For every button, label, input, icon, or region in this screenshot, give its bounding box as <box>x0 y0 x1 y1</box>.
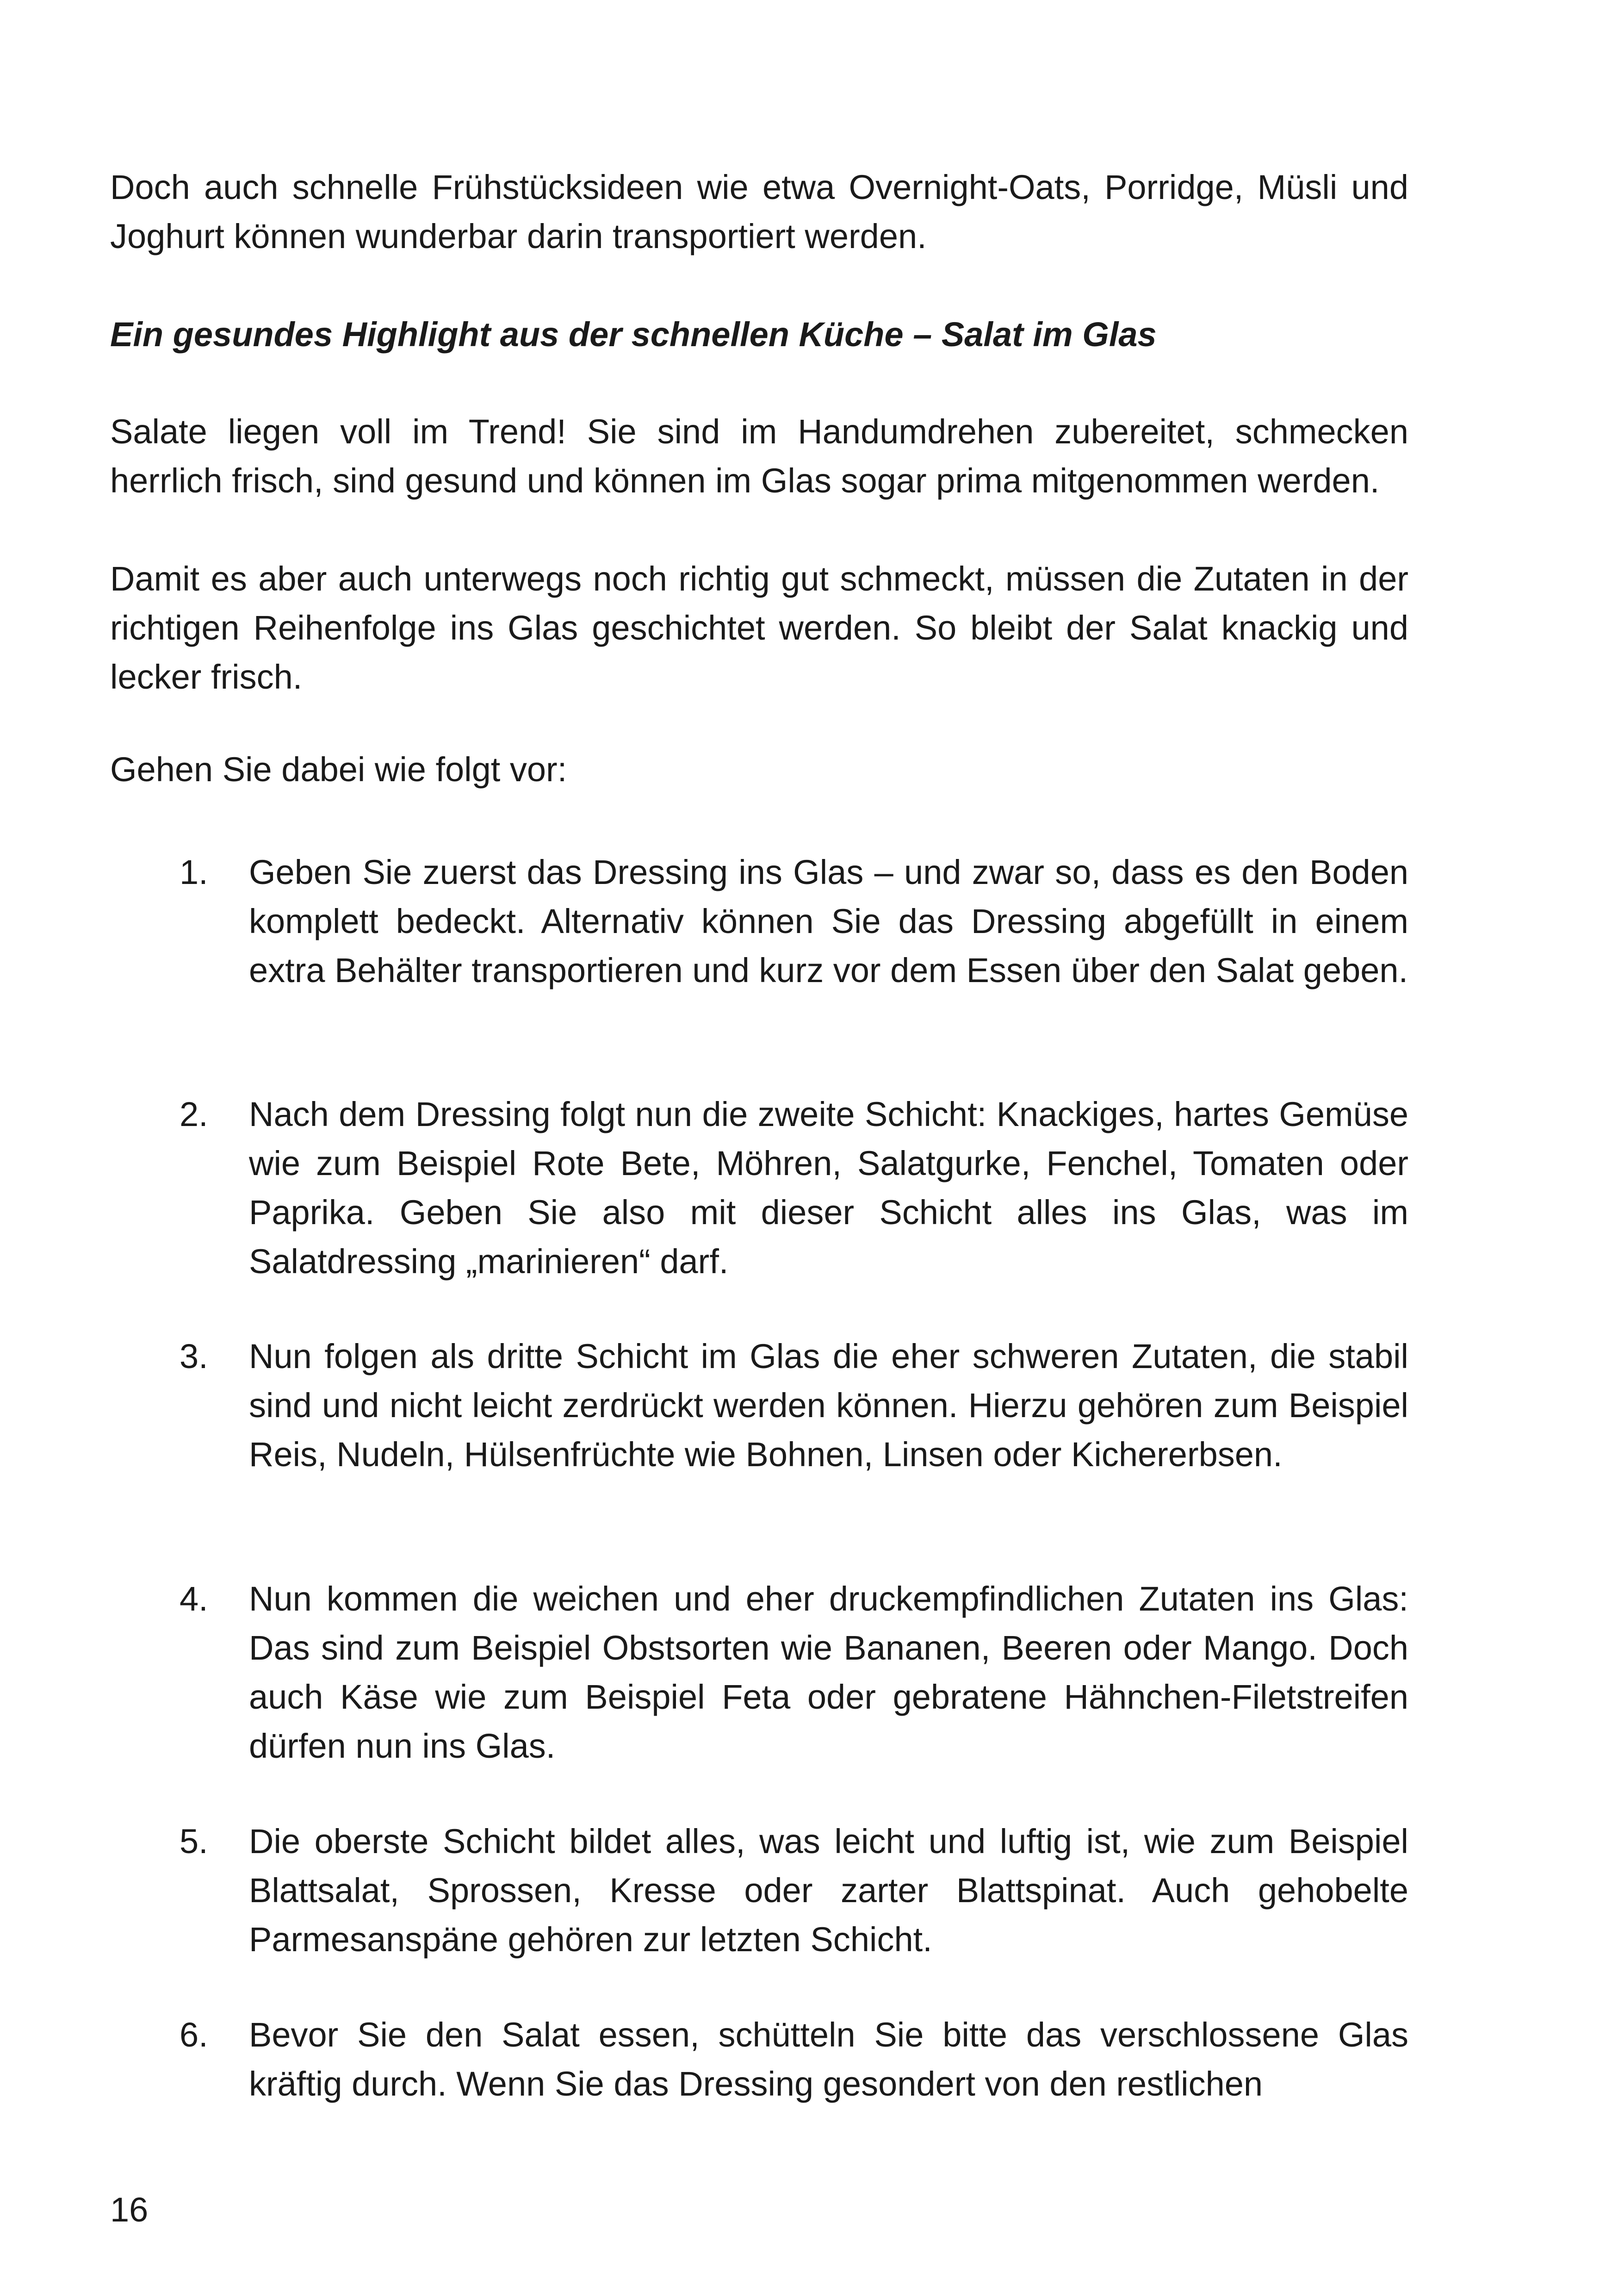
list-item <box>180 1332 1408 1479</box>
list-item-text: Nun folgen als dritte Schicht im Glas die eher schweren Zutaten, die stabil sind und nicht leicht zerdrückt werden können. Hierzu gehören zum Beispiel Reis, Nudeln, Hülsenfrüchte wie Bohnen, Linsen oder Kichererbsen. <box>249 1337 1408 1474</box>
list-item-number: 3. <box>180 1337 208 1375</box>
list-item <box>180 1574 1408 1771</box>
list-item-text: Nach dem Dressing folgt nun die zweite Schicht: Knackiges, hartes Gemüse wie zum Beispiel Rote Bete, Möhren, Salatgurke, Fenchel, Tomaten oder Paprika. Geben Sie also mit dieser Schicht alles ins Glas, was im Salatdressing „marinieren“ darf. <box>249 1095 1408 1281</box>
list-item-number: 1. <box>180 853 208 891</box>
page-number: 16 <box>110 2190 149 2229</box>
section-paragraph-1: Salate liegen voll im Trend! Sie sind im Handumdrehen zubereitet, schmecken herrlich frisch, sind gesund und können im Glas sogar prima mitgenommen werden. <box>110 412 1408 500</box>
list-item <box>180 2010 1408 2109</box>
list-item <box>180 848 1408 995</box>
list-item-text: Die oberste Schicht bildet alles, was leicht und luftig ist, wie zum Beispiel Blattsalat, Sprossen, Kresse oder zarter Blattspinat. Auch gehobelte Parmesanspäne gehören zur letzten Schicht. <box>249 1822 1408 1959</box>
list-item-number: 5. <box>180 1822 208 1860</box>
intro-paragraph: Doch auch schnelle Frühstücksideen wie etwa Overnight-Oats, Porridge, Müsli und Joghurt können wunderbar darin transportiert werden. <box>110 168 1408 255</box>
list-item-text: Nun kommen die weichen und eher druckempfindlichen Zutaten ins Glas: Das sind zum Beispiel Obstsorten wie Bananen, Beeren oder Mango. Doch auch Käse wie zum Beispiel Feta oder gebratene Hähnchen-Filetstreifen dürfen nun ins Glas. <box>249 1580 1408 1765</box>
list-item <box>180 1090 1408 1286</box>
section-paragraph-3: Gehen Sie dabei wie folgt vor: <box>110 750 567 789</box>
list-item <box>180 1817 1408 1964</box>
section-heading: Ein gesundes Highlight aus der schnellen Küche – Salat im Glas <box>110 315 1157 354</box>
list-item-number: 4. <box>180 1580 208 1618</box>
list-item-number: 6. <box>180 2016 208 2054</box>
list-item-text: Geben Sie zuerst das Dressing ins Glas – und zwar so, dass es den Boden komplett bedeckt. Alternativ können Sie das Dressing abgefüllt in einem extra Behälter transportieren und kurz vor dem Essen über den Salat geben. <box>249 853 1408 989</box>
section-paragraph-2: Damit es aber auch unterwegs noch richtig gut schmeckt, müssen die Zutaten in der richtigen Reihenfolge ins Glas geschichtet werden. So bleibt der Salat knackig und lecker frisch. <box>110 560 1408 696</box>
list-item-text: Bevor Sie den Salat essen, schütteln Sie bitte das verschlossene Glas kräftig durch. Wenn Sie das Dressing gesondert von den restlichen <box>249 2016 1408 2103</box>
list-item-number: 2. <box>180 1095 208 1133</box>
